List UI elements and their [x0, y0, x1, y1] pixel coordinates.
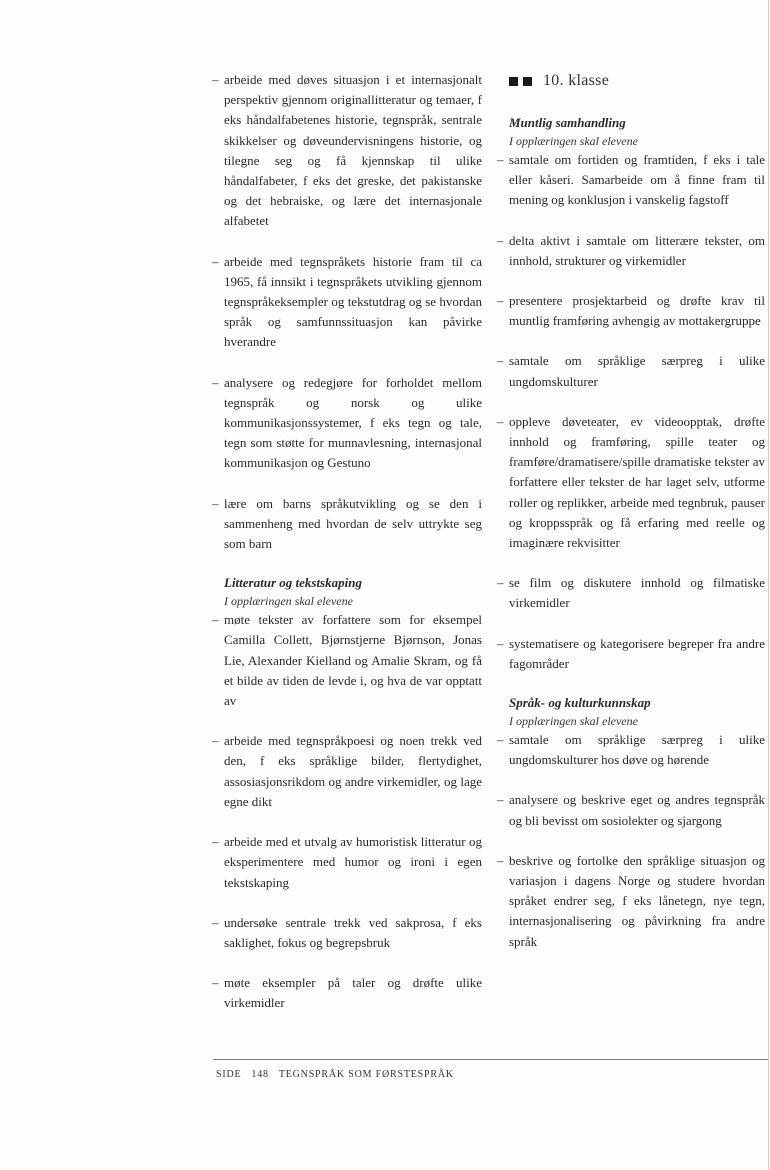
- list-item: – beskrive og fortolke den språklige situasjon og variasjon i dagens Norge og studere hvordan språket endrer seg, f eks lånetegn, nye tegn, internasjonalisering og påvirkning fra andre språk: [497, 852, 765, 949]
- footer-side-label: SIDE: [216, 1069, 242, 1080]
- item-text: undersøke sentrale trekk ved sakprosa, f eks saklighet, fokus og begrepsbruk: [224, 914, 482, 950]
- list-item: – arbeide med tegnspråkets historie fram til ca 1965, få innsikt i tegnspråkets utvikling gjennom tegnspråkeksempler og tekstutdrag og se hvordan språk og samfunnssituasjon kan påvirke hverandre: [212, 253, 482, 350]
- list-item: – se film og diskutere innhold og filmatiske virkemidler: [497, 575, 765, 611]
- item-text: delta aktivt i samtale om litterære tekster, om innhold, strukturer og virkemidler: [509, 232, 765, 268]
- list-item: – arbeide med døves situasjon i et internasjonalt perspektiv gjennom originallitteratur og temaer, f eks håndalfabetenes historie, tegnspråk, sentrale skikkelser og døveundervisningens historie, og tilegne seg og få kjennskap til ulike håndalfabeter, f eks det greske, det pakistanske og det hebraiske, og lære det internasjonale alfabetet: [212, 72, 482, 229]
- list-item: – arbeide med tegnspråkpoesi og noen trekk ved den, f eks språklige bilder, flertydighet, assosiasjonsrikdom og andre virkemidler, og lage egne dikt: [212, 733, 482, 809]
- section-title: Muntlig samhandling: [509, 115, 626, 130]
- item-text: oppleve døveteater, ev videoopptak, drøfte innhold og framføring, spille teater og framføre/dramatisere/spille dramatiske tekster av forfattere eller tekster de har laget selv, utforme roller og replikker, arbeide med tegnbruk, pauser og kroppsspråk og få erfaring med reelle og imaginære rekvisitter: [509, 413, 765, 551]
- footer-divider: [213, 1059, 768, 1060]
- item-text: beskrive og fortolke den språklige situasjon og variasjon i dagens Norge og studere hvordan språket endrer seg, f eks lånetegn, nye tegn, internasjonalisering og påvirkning fra andre språk: [509, 852, 765, 949]
- list-item: – samtale om språklige særpreg i ulike ungdomskulturer: [497, 353, 765, 389]
- list-item: – analysere og beskrive eget og andres tegnspråk og bli bevisst om sosiolekter og sjargong: [497, 792, 765, 828]
- page-footer: [216, 1069, 464, 1080]
- section-title: Språk- og kulturkunnskap: [509, 695, 651, 711]
- list-item: – møte tekster av forfattere som for eksempel Camilla Collett, Bjørnstjerne Bjørnson, Jonas Lie, Alexander Kielland og Amalie Skram, og få et bilde av tiden de levde i, og hva de var opptatt av: [212, 612, 482, 709]
- list-item: – undersøke sentrale trekk ved sakprosa, f eks saklighet, fokus og begrepsbruk: [212, 914, 482, 950]
- item-text: arbeide med tegnspråkets historie fram til ca 1965, få innsikt i tegnspråkets utvikling gjennom tegnspråkeksempler og tekstutdrag og se hvordan språk og samfunnssituasjon kan påvirke hverandre: [224, 253, 482, 350]
- footer-book-title: TEGNSPRÅK SOM FØRSTESPRÅK: [278, 1069, 454, 1080]
- item-text: arbeide med tegnspråkpoesi og noen trekk ved den, f eks språklige bilder, flertydighet, assosiasjonsrikdom og andre virkemidler, og lage egne dikt: [224, 733, 482, 809]
- list-item: – lære om barns språkutvikling og se den i sammenheng med hvordan de selv uttrykte seg som barn: [212, 495, 482, 552]
- item-text: systematisere og kategorisere begreper fra andre fagområder: [509, 635, 765, 671]
- item-text: analysere og beskrive eget og andres tegnspråk og bli bevisst om sosiolekter og sjargong: [509, 792, 765, 828]
- item-text: analysere og redegjøre for forholdet mellom tegnspråk og norsk og ulike kommunikasjonssystemer, f eks tegn og tale, tegn som støtte for munnavlesning, internasjonal kommunikasjon og Gestuno: [224, 374, 482, 471]
- section-subtitle: I opplæringen skal elevene: [224, 594, 353, 609]
- section-title: Litteratur og tekstskaping: [224, 575, 362, 591]
- list-item: – arbeide med et utvalg av humoristisk litteratur og eksperimentere med humor og ironi i egen tekstskaping: [212, 834, 482, 890]
- right-column: [497, 70, 765, 972]
- item-text: samtale om språklige særpreg i ulike ungdomskulturer hos døve og hørende: [509, 732, 765, 768]
- list-item: – systematisere og kategorisere begreper fra andre fagområder: [497, 635, 765, 671]
- item-text: arbeide med et utvalg av humoristisk litteratur og eksperimentere med humor og ironi i egen tekstskaping: [224, 834, 482, 890]
- item-text: arbeide med døves situasjon i et internasjonalt perspektiv gjennom originallitteratur og temaer, f eks håndalfabetenes historie, tegnspråk, sentrale skikkelser og døveundervisningens historie, og tilegne seg og få kjennskap til ulike håndalfabeter, f eks det greske, det pakistanske og det hebraiske, og lære det internasjonale alfabetet: [224, 72, 482, 229]
- item-text: møte tekster av forfattere som for eksempel Camilla Collett, Bjørnstjerne Bjørnson, Jonas Lie, Alexander Kielland og Amalie Skram, og få et bilde av tiden de levde i, og hva de var opptatt av: [224, 612, 482, 709]
- footer-page-number: 148: [251, 1069, 269, 1080]
- list-item: – møte eksempler på taler og drøfte ulike virkemidler: [212, 975, 482, 1011]
- item-text: se film og diskutere innhold og filmatiske virkemidler: [509, 575, 765, 611]
- square-bullet-icon: [523, 77, 532, 86]
- item-text: samtale om fortiden og framtiden, f eks i tale eller kåseri. Samarbeide om å finne fram til mening og konklusjon i vanskelig fagstoff: [509, 152, 765, 208]
- page-edge: [768, 0, 769, 1170]
- list-item: – delta aktivt i samtale om litterære tekster, om innhold, strukturer og virkemidler: [497, 232, 765, 268]
- square-bullet-icon: [509, 77, 518, 86]
- list-item: – samtale om fortiden og framtiden, f eks i tale eller kåseri. Samarbeide om å finne fram til mening og konklusjon i vanskelig fagstoff: [497, 152, 765, 208]
- item-text: samtale om språklige særpreg i ulike ungdomskulturer: [509, 353, 765, 389]
- item-text: møte eksempler på taler og drøfte ulike virkemidler: [224, 975, 482, 1011]
- list-item: – analysere og redegjøre for forholdet mellom tegnspråk og norsk og ulike kommunikasjonssystemer, f eks tegn og tale, tegn som støtte for munnavlesning, internasjonal kommunikasjon og Gestuno: [212, 374, 482, 471]
- item-text: presentere prosjektarbeid og drøfte krav til muntlig framføring avhengig av mottakergruppe: [509, 293, 765, 329]
- section-subtitle: I opplæringen skal elevene: [509, 714, 638, 729]
- section-subtitle: I opplæringen skal elevene: [509, 134, 638, 148]
- grade-heading: [497, 70, 765, 92]
- section-litteratur: [212, 574, 482, 1013]
- list-item: – oppleve døveteater, ev videoopptak, drøfte innhold og framføring, spille teater og framføre/dramatisere/spille dramatiske tekster av forfattere eller tekster de har laget selv, utforme roller og replikker, arbeide med tegnbruk, pauser og kroppsspråk og få erfaring med reelle og imaginære rekvisitter: [497, 413, 765, 551]
- left-column: [212, 70, 482, 1034]
- list-item: – samtale om språklige særpreg i ulike ungdomskulturer hos døve og hørende: [497, 732, 765, 768]
- list-item: – presentere prosjektarbeid og drøfte krav til muntlig framføring avhengig av mottakergruppe: [497, 293, 765, 329]
- grade-label: 10. klasse: [543, 72, 610, 89]
- item-text: lære om barns språkutvikling og se den i sammenheng med hvordan de selv uttrykte seg som barn: [224, 495, 482, 552]
- section-muntlig: [497, 114, 765, 674]
- section-sprak-kultur: [497, 694, 765, 952]
